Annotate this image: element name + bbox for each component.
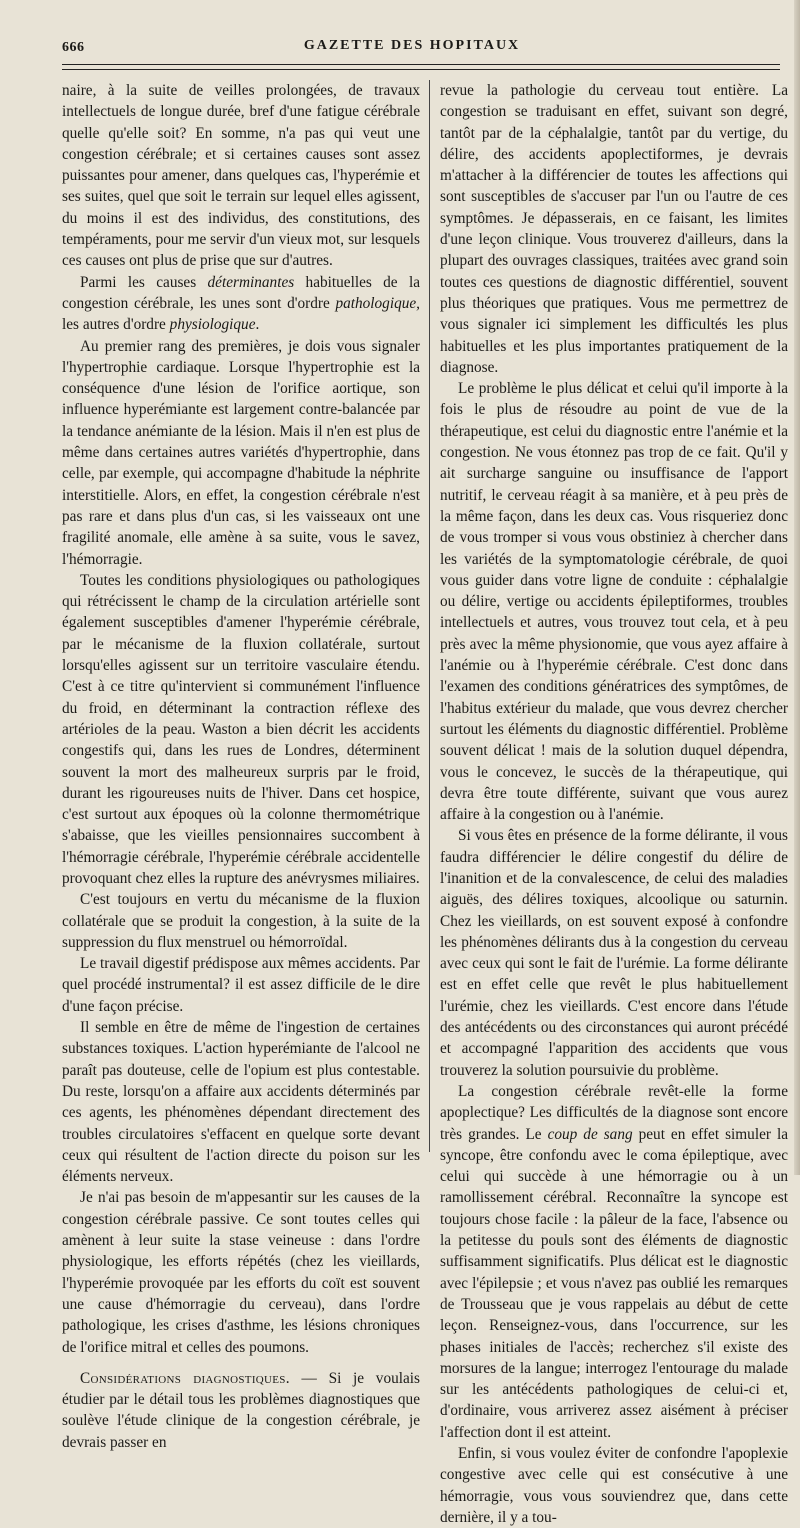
left-column [62,80,420,1453]
paragraph: Le problème le plus délicat et celui qu'il importe à la fois le plus de résoudre au point de vue de la thérapeutique, est celui du diagnostic entre l'anémie et la congestion. Ne vous étonnez pas trop de ce fait. Qu'il y ait surcharge sanguine ou insuffisance de l'apport nutritif, le cerveau réagit à sa manière, et à peu près de la même façon, dans les deux cas. Vous risqueriez donc de vous tromper si vous vous obstiniez à chercher dans les variétés de la symptomatologie cérébrale, de quoi vous guider dans votre ligne de conduite : céphalalgie ou délire, vertige ou accidents épileptiformes, troubles intellectuels et autres, vous trouvez tout cela, et à peu près avec la même physionomie, que vous ayez affaire à l'anémie ou à l'hyperémie cérébrale. C'est donc dans l'examen des conditions génératrices des symptômes, de l'habitus extérieur du malade, que vous devrez chercher surtout les éléments du diagnostic différentiel. Problème souvent délicat ! mais de la solution duquel dépendra, vous le concevez, le succès de la thérapeutique, qui devra être toute différente, suivant que vous aurez affaire à la congestion ou à l'anémie. [440,380,788,824]
section-heading: Considérations diagnostiques. [80,1369,290,1387]
paragraph: Si vous êtes en présence de la forme délirante, il vous faudra différencier le délire congestif du délire de l'inanition et de la convalescence, de celui des maladies aiguës, des délires toxiques, alcoolique ou saturnin. Chez les vieillards, on est souvent exposé à confondre les phénomènes délirants dus à la congestion du cerveau avec ceux qui sont le fait de l'urémie. La forme délirante est en effet celle que revêt le plus habituellement l'urémie, chez les vieillards. C'est encore dans l'étude des antécédents ou des circonstances qui auront précédé et accompagné l'apparition des accidents que vous trouverez la solution poursuivie du problème. [440,827,788,1079]
right-column [440,80,788,1528]
paragraph: La congestion cérébrale revêt-elle la forme apoplectique? Les difficultés de la diagnose sont encore très grandes. Le coup de sang peut en effet simuler la syncope, être confondu avec le coma épileptique, avec celui qui succède à une hémorragie ou à un ramollissement cérébral. Reconnaître la syncope est toujours chose facile : la pâleur de la face, l'absence ou la petitesse du pouls sont des éléments de diagnostic suffisamment significatifs. Plus délicat est le diagnostic avec l'épilepsie ; et vous n'avez pas oublié les remarques de Trousseau que je vous rappelais au début de cette leçon. Renseignez-vous, dans l'occurrence, sur les phases initiales de l'accès; recherchez s'il existe des morsures de la langue; interrogez l'entourage du malade sur les antécédents pathologiques de celui-ci et, d'ordinaire, vous arriverez assez aisément à préciser l'affection dont il est atteint. [440,1082,788,1441]
paragraph: Le travail digestif prédispose aux mêmes accidents. Par quel procédé instrumental? il est assez difficile de le dire d'une façon précise. [62,955,420,1015]
header-rule [62,64,780,65]
section-paragraph: Considérations diagnostiques. — Si je voulais étudier par le détail tous les problèmes diagnostiques que soulève l'étude clinique de la congestion cérébrale, je devrais passer en [62,1369,420,1451]
paragraph: Il semble en être de même de l'ingestion de certaines substances toxiques. L'action hyperémiante de l'alcool ne paraît pas douteuse, celle de l'opium est plus contestable. Du reste, lorsqu'on a affaire aux accidents déterminés par ces agents, les phénomènes dépendant directement des troubles circulatoires s'effacent en quelque sorte devant ceux qui résultent de l'action directe du poison sur les éléments nerveux. [62,1019,420,1186]
paragraph: revue la pathologie du cerveau tout entière. La congestion se traduisant en effet, suivant son degré, tantôt par de la céphalalgie, tantôt par du vertige, du délire, des accidents apoplectiformes, je devrais m'attacher à la différencier de toutes les affections qui sont susceptibles de s'accuser par l'un ou l'autre de ces symptômes. Je dépasserais, en ce faisant, les limites d'une leçon clinique. Vous trouverez d'ailleurs, dans la plupart des ouvrages classiques, traitées avec grand soin toutes ces questions de diagnostic différentiel, souvent plus théoriques que pratiques. Vous me permettrez de vous signaler ici simplement les difficultés les plus habituelles et les plus importantes pratiquement de la diagnose. [440,82,788,376]
paragraph: Parmi les causes déterminantes habituelles de la congestion cérébrale, les unes sont d'ordre pathologique, les autres d'ordre physiologique. [62,273,420,334]
column-divider [429,80,430,1152]
paragraph: Au premier rang des premières, je dois vous signaler l'hypertrophie cardiaque. Lorsque l'hypertrophie est la conséquence d'une lésion de l'orifice aortique, son influence hyperémiante est largement contre-balancée par la tendance anémiante de la lésion. Mais il n'en est plus de même dans certaines autres variétés d'hypertrophie, dans celle, par exemple, qui accompagne d'habitude la néphrite interstitielle. Alors, en effet, la congestion cérébrale n'est pas rare et dans plus d'un cas, si les vaisseaux ont une fragilité anomale, elle amène à sa suite, vous le savez, l'hémorragie. [62,337,420,568]
page-number: 666 [62,40,85,55]
paragraph: Toutes les conditions physiologiques ou pathologiques qui rétrécissent le champ de la circulation artérielle sont également susceptibles d'amener l'hyperémie cérébrale, par le mécanisme de la fluxion collatérale, surtout lorsqu'elles agissent sur un territoire vasculaire étendu. C'est à ce titre qu'intervient si communément l'influence du froid, en déterminant la contraction réflexe des artérioles de la peau. Waston a bien décrit les accidents congestifs qui, dans les rues de Londres, déterminent souvent la mort des malheureux surpris par le froid, durant les rigoureuses nuits de l'hiver. Dans cet hospice, c'est surtout aux époques où la colonne thermométrique s'abaisse, que les vieilles pensionnaires succombent à l'hémorragie cérébrale, l'hyperémie cérébrale accidentelle provoquant chez elles la rupture des anévrysmes miliaires. [62,571,420,887]
paragraph: naire, à la suite de veilles prolongées, de travaux intellectuels de longue durée, bref d'une fatigue cérébrale quelle qu'elle soit? En somme, n'a pas qui veut une congestion cérébrale; et si certaines causes sont assez puissantes pour amener, dans quelques cas, l'hyperémie et ses suites, quel que soit le terrain sur lequel elles agissent, du moins il est des individus, des constitutions, des tempéraments, pour me servir d'un vieux mot, sur lesquels ces causes ont plus de prise que sur d'autres. [62,82,420,270]
paragraph: Enfin, si vous voulez éviter de confondre l'apoplexie congestive avec celle qui est consécutive à une hémorragie, vous vous souviendrez que, dans cette dernière, il y a tou- [440,1445,788,1526]
paragraph: C'est toujours en vertu du mécanisme de la fluxion collatérale que se produit la congestion, à la suite de la suppression du flux menstruel ou hémorroïdal. [62,891,420,951]
paragraph: Je n'ai pas besoin de m'appesantir sur les causes de la congestion cérébrale passive. Ce sont toutes celles qui amènent à leur suite la stase veineuse : dans l'ordre physiologique, les efforts répétés (chez les vieillards, l'hyperémie provoquée par les efforts du coït est souvent une cause d'hémorragie du cerveau), dans l'ordre pathologique, les crises d'asthme, les lésions chroniques de l'orifice mitral et celles des poumons. [62,1189,420,1356]
page-edge [794,0,800,1175]
page-header [62,36,762,58]
header-rule-thin [62,69,780,70]
journal-title: GAZETTE DES HOPITAUX [303,38,521,53]
